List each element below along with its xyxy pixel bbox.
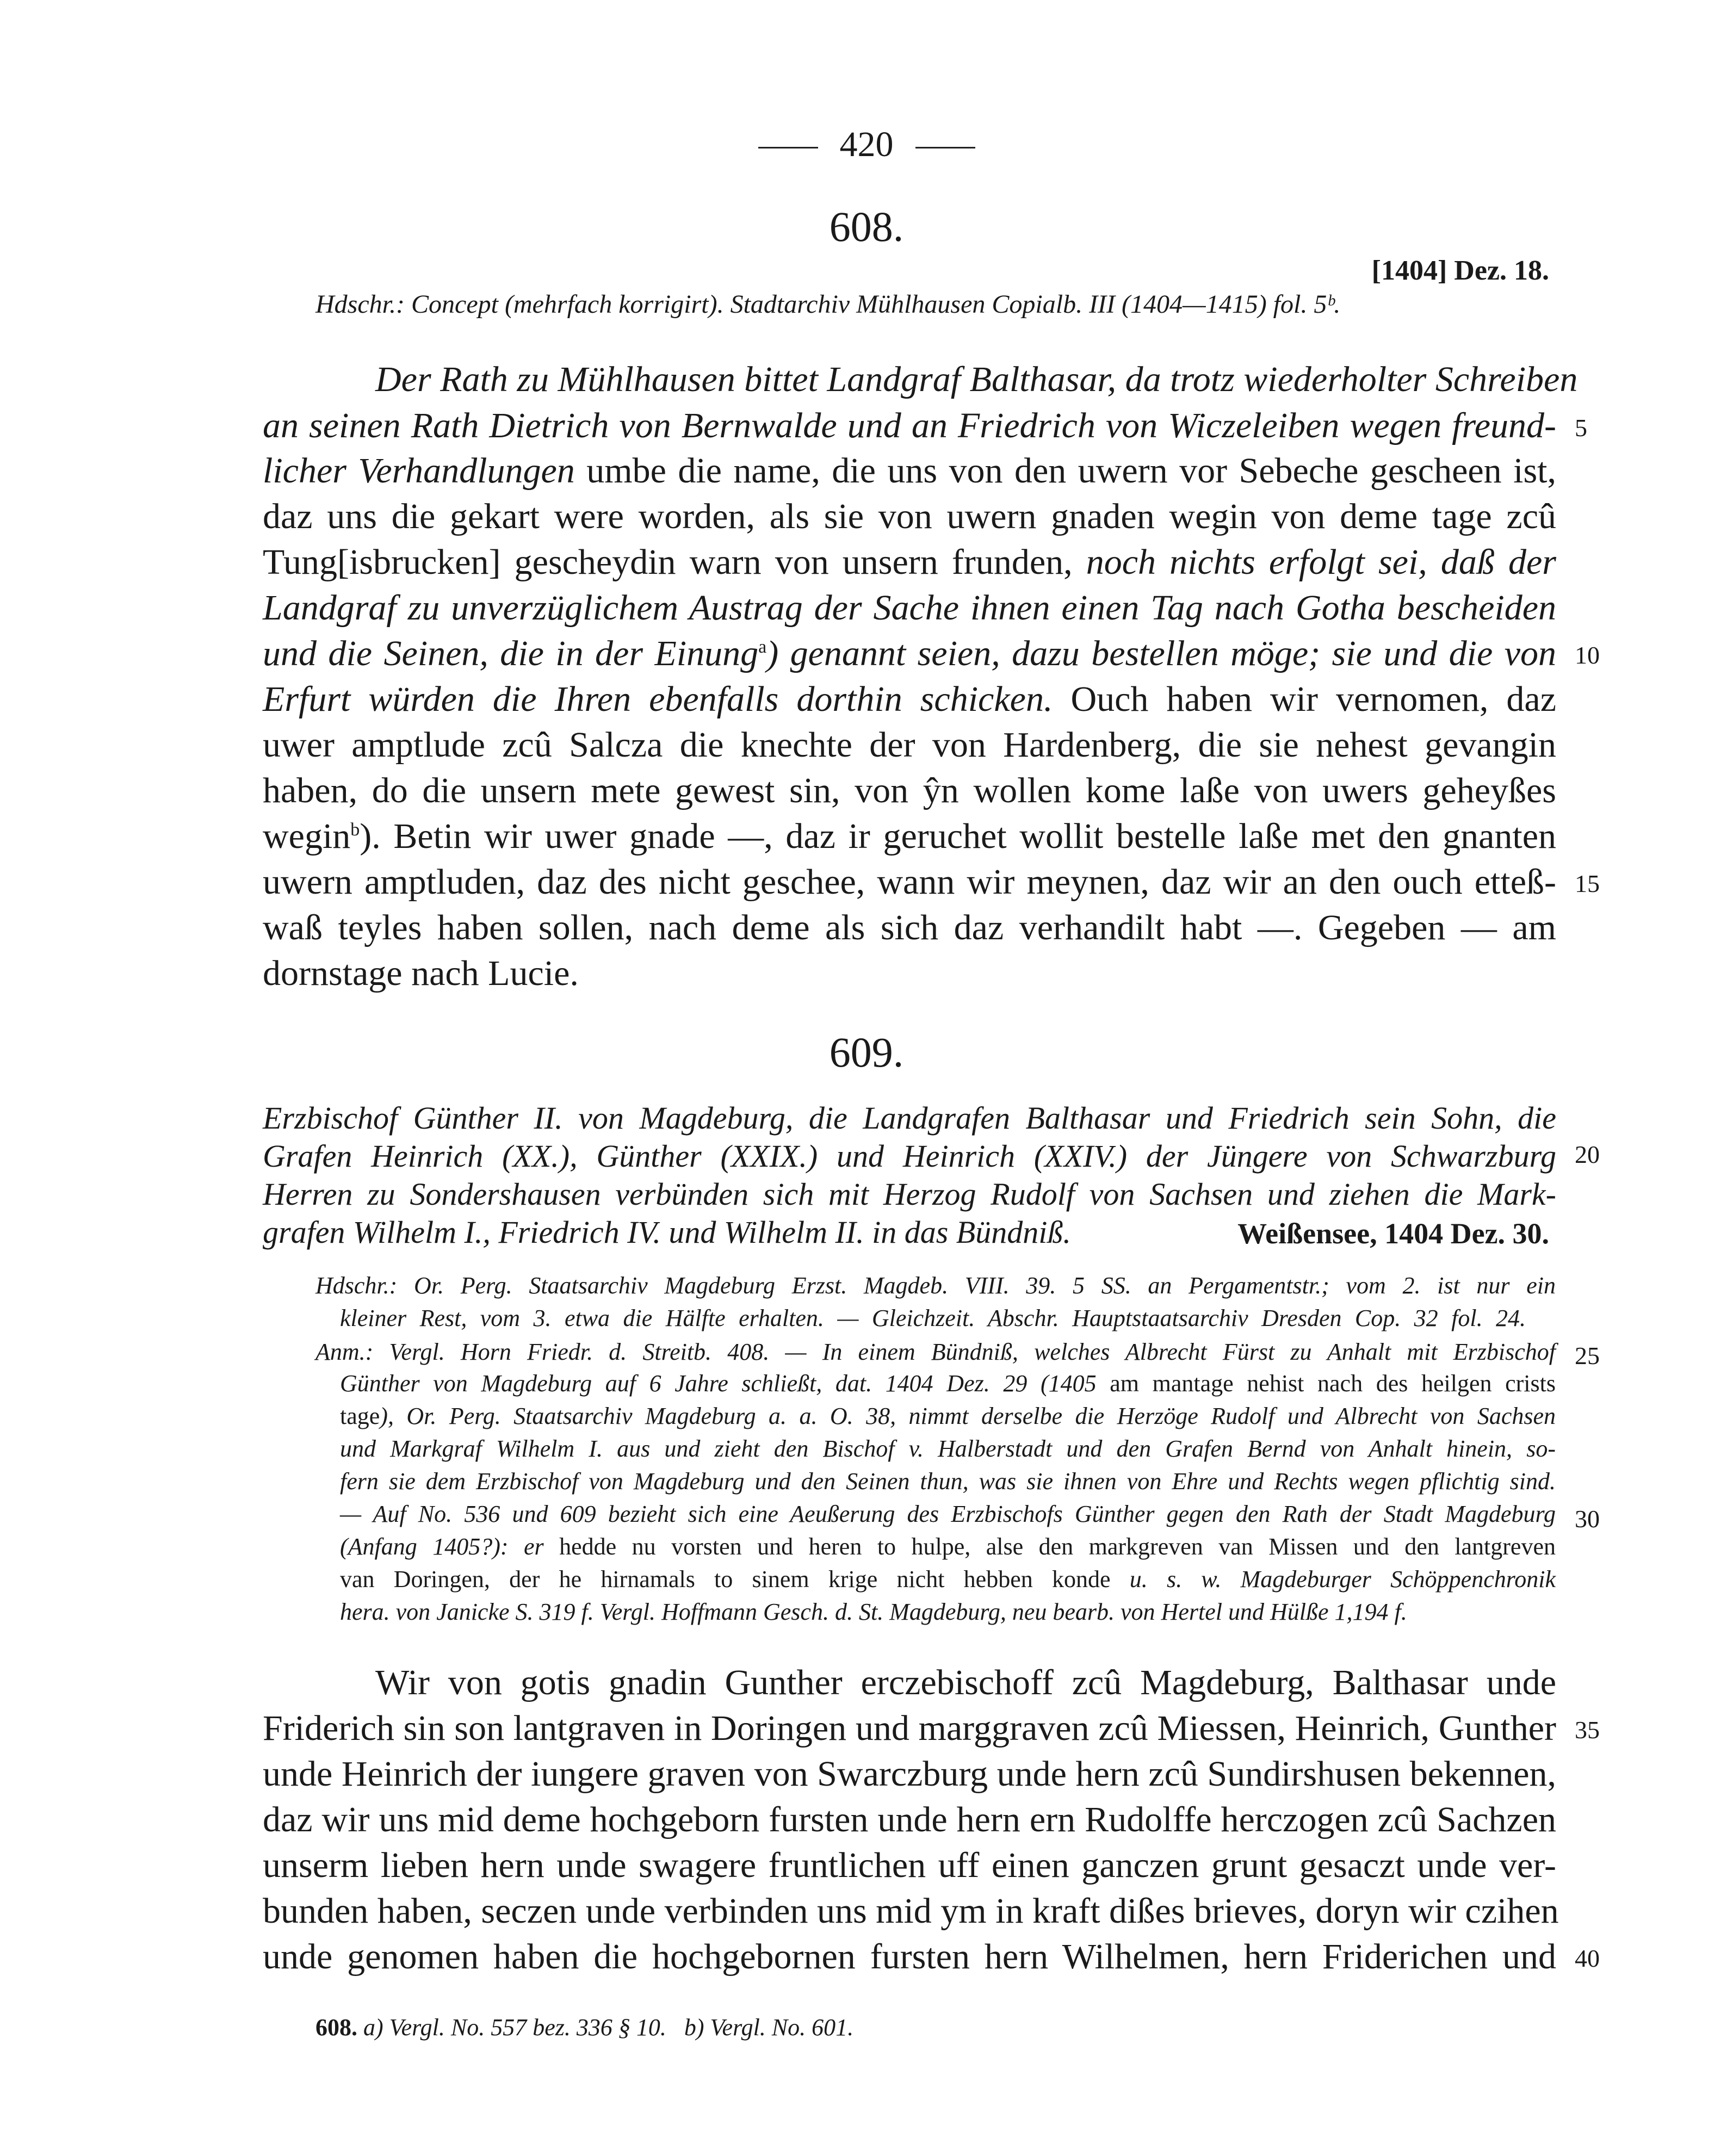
doc-609-place-date: Weißensee, 1404 Dez. 30. <box>1237 1217 1549 1250</box>
doc-609-text-4: daz wir uns mid deme hochgeborn fursten unde hern ern Rudolffe herczogen zcû Sachzen <box>263 1800 1556 1839</box>
doc-608-line-2: an seinen Rath Dietrich von Bernwalde und an Friedrich von Wiczeleiben wegen freund- <box>263 406 1556 445</box>
header-rule-left <box>758 147 818 148</box>
doc-608-line-9: uwer amptlude zcû Salcza die knechte der von Hardenberg, die sie nehest gevangin <box>263 725 1556 765</box>
doc-609-note-1: Hdschr.: Or. Perg. Staatsarchiv Magdeburg Erzst. Magdeb. VIII. 39. 5 SS. an Pergamentstr.; vom 2. ist nur ein <box>315 1272 1556 1299</box>
doc-609-regest-4: grafen Wilhelm I., Friedrich IV. und Wilhelm II. in das Bündniß. <box>263 1215 1071 1250</box>
line-number-40: 40 <box>1575 1944 1600 1972</box>
doc-609-note-11: hera. von Janicke S. 319 f. Vergl. Hoffmann Gesch. d. St. Magdeburg, neu bearb. von Hertel und Hülße 1,194 f. <box>340 1599 1407 1625</box>
doc-609-text-2: Friderich sin son lantgraven in Doringen und marggraven zcû Miessen, Heinrich, Gunther <box>263 1708 1556 1748</box>
doc-609-regest-1: Erzbischof Günther II. von Magdeburg, die Landgrafen Balthasar und Friedrich sein Sohn, die <box>263 1100 1556 1136</box>
doc-608-line-12: uwern amptluden, daz des nicht geschee, wann wir meynen, daz wir an den ouch etteß- <box>263 862 1556 902</box>
doc-608-line-13: waß teyles haben sollen, nach deme als sich daz verhandilt habt —. Gegeben — am <box>263 908 1556 947</box>
line-number-15: 15 <box>1575 870 1600 897</box>
footnote-608: 608. a) Vergl. No. 557 bez. 336 § 10. b) Vergl. No. 601. <box>315 2014 854 2041</box>
doc-609-text-7: unde genomen haben die hochgebornen fursten hern Wilhelmen, hern Friderichen und <box>263 1937 1556 1977</box>
doc-608-line-10: haben, do die unsern mete gewest sin, von ŷn wollen kome laße von uwers geheyßes <box>263 771 1556 810</box>
page-number: 420 <box>839 125 894 164</box>
doc-609-note-9: (Anfang 1405?): er hedde nu vorsten und heren to hulpe, alse den markgreven van Missen und den lantgreven <box>340 1533 1556 1560</box>
header-rule-right <box>915 147 975 148</box>
line-number-20: 20 <box>1575 1141 1600 1168</box>
doc-609-regest-3: Herren zu Sondershausen verbünden sich mit Herzog Rudolf von Sachsen und ziehen die Mark- <box>263 1176 1556 1212</box>
doc-608-line-7: und die Seinen, die in der Einung$^a$) genannt seien, dazu bestellen möge; sie und die von <box>263 634 1556 673</box>
doc-609-regest-2: Grafen Heinrich (XX.), Günther (XXIX.) und Heinrich (XXIV.) der Jüngere von Schwarzburg <box>263 1138 1556 1174</box>
doc-609-note-7: fern sie dem Erzbischof von Magdeburg und den Seinen thun, was sie ihnen von Ehre und Rechts wegen pflichtig sind. <box>340 1468 1556 1495</box>
line-number-35: 35 <box>1575 1716 1600 1744</box>
doc-609-note-5: tage), Or. Perg. Staatsarchiv Magdeburg a. a. O. 38, nimmt derselbe die Herzöge Rudolf und Albrecht von Sachsen <box>340 1403 1556 1429</box>
doc-608-date: [1404] Dez. 18. <box>1371 255 1549 286</box>
doc-608-line-5: Tung[isbrucken] gescheydin warn von unsern frunden, noch nichts erfolgt sei, daß der <box>263 542 1556 582</box>
doc-608-line-14: dornstage nach Lucie. <box>263 953 579 993</box>
page-header <box>0 124 1733 165</box>
doc-609-note-8: — Auf No. 536 und 609 bezieht sich eine Aeußerung des Erzbischofs Günther gegen den Rath der Stadt Magdeburg <box>340 1501 1556 1527</box>
line-number-10: 10 <box>1575 641 1600 669</box>
doc-609-number: 609. <box>829 1029 904 1076</box>
doc-608-number: 608. <box>829 203 904 250</box>
doc-609-note-2: kleiner Rest, vom 3. etwa die Hälfte erhalten. — Gleichzeit. Abschr. Hauptstaatsarchiv Dresden Cop. 32 fol. 24. <box>340 1305 1526 1331</box>
line-number-5: 5 <box>1575 414 1587 442</box>
doc-609-text-1: Wir von gotis gnadin Gunther erczebischoff zcû Magdeburg, Balthasar unde <box>375 1663 1556 1702</box>
line-number-30: 30 <box>1575 1505 1600 1533</box>
doc-609-text-6: bunden haben, seczen unde verbinden uns mid ym in kraft dißes brieves, doryn wir czihen <box>263 1891 1559 1931</box>
doc-609-note-4: Günther von Magdeburg auf 6 Jahre schließt, dat. 1404 Dez. 29 (1405 am mantage nehist nach des heilgen crists <box>340 1370 1556 1397</box>
doc-608-source: Hdschr.: Concept (mehrfach korrigirt). Stadtarchiv Mühlhausen Copialb. III (1404—1415) fol. 5ᵇ. <box>315 290 1341 319</box>
line-number-25: 25 <box>1575 1342 1600 1370</box>
doc-608-line-1: Der Rath zu Mühlhausen bittet Landgraf Balthasar, da trotz wiederholter Schreiben <box>375 360 1578 399</box>
doc-608-line-3: licher Verhandlungen umbe die name, die uns von den uwern vor Sebeche gescheen ist, <box>263 451 1556 491</box>
doc-609-text-5: unserm lieben hern unde swagere fruntlichen uff einen ganczen grunt gesaczt unde ver- <box>263 1845 1556 1885</box>
doc-608-line-6: Landgraf zu unverzüglichem Austrag der Sache ihnen einen Tag nach Gotha bescheiden <box>263 588 1556 628</box>
doc-608-line-4: daz uns die gekart were worden, als sie von uwern gnaden wegin von deme tage zcû <box>263 497 1556 536</box>
doc-609-note-6: und Markgraf Wilhelm I. aus und zieht den Bischof v. Halberstadt und den Grafen Bernd von Anhalt hinein, so- <box>340 1435 1556 1462</box>
doc-609-text-3: unde Heinrich der iungere graven von Swarczburg unde hern zcû Sundirshusen bekennen, <box>263 1754 1556 1794</box>
doc-608-line-8: Erfurt würden die Ihren ebenfalls dorthin schicken. Ouch haben wir vernomen, daz <box>263 679 1557 719</box>
doc-609-note-10: van Doringen, der he hirnamals to sinem krige nicht hebben konde u. s. w. Magdeburger Schöppenchronik <box>340 1566 1556 1593</box>
doc-608-line-11: wegin$^b$). Betin wir uwer gnade —, daz ir geruchet wollit bestelle laße met den gnanten <box>263 816 1556 856</box>
doc-609-note-3: Anm.: Vergl. Horn Friedr. d. Streitb. 408. — In einem Bündniß, welches Albrecht Fürst zu Anhalt mit Erzbischof <box>315 1339 1556 1365</box>
